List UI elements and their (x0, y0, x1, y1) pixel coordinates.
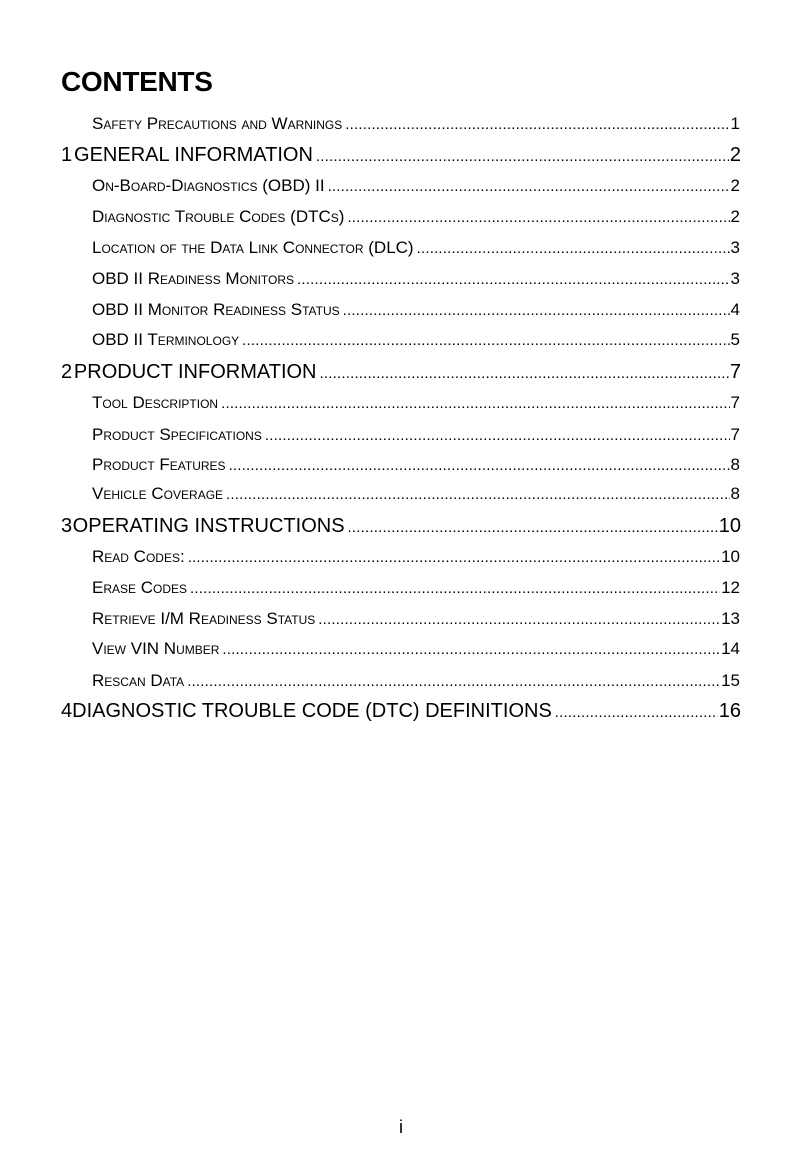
toc-entry[interactable] (92, 484, 740, 504)
toc-entry[interactable] (92, 269, 740, 289)
toc-entry-title: View VIN Number (92, 639, 220, 658)
toc-entry[interactable] (92, 330, 740, 350)
toc-entry-title: OBD II Monitor Readiness Status (92, 300, 340, 319)
page-number: i (399, 1117, 403, 1137)
toc-entry-page: 3 (730, 269, 740, 288)
toc-entry-title: On-Board-Diagnostics (OBD) II (92, 176, 325, 195)
dot-leader (318, 611, 720, 628)
toc-entry[interactable] (92, 455, 740, 475)
toc-entry[interactable] (92, 639, 740, 659)
toc-entry-title: Rescan Data (92, 671, 185, 690)
dot-leader (343, 302, 730, 319)
dot-leader (328, 178, 730, 195)
toc-entry-page: 15 (721, 671, 740, 690)
toc-entry-page: 2 (730, 207, 740, 226)
dot-leader (190, 580, 720, 597)
dot-leader (348, 519, 718, 536)
toc-entry-title: Location of the Data Link Connector (DLC) (92, 238, 414, 257)
toc-chapter[interactable] (61, 144, 741, 167)
dot-leader (222, 641, 720, 658)
toc-chapter-title: GENERAL INFORMATION (74, 144, 313, 166)
toc-entry[interactable] (92, 300, 740, 320)
toc-entry[interactable] (92, 207, 740, 227)
toc-entry-page: 4 (730, 300, 740, 319)
dot-leader (265, 427, 730, 444)
toc-entry[interactable] (92, 578, 740, 598)
toc-entry-page: 14 (721, 639, 740, 658)
toc-chapter-page: 10 (718, 515, 741, 537)
toc-entry-page: 10 (721, 547, 740, 566)
toc-chapter-title: OPERATING INSTRUCTIONS (72, 515, 345, 537)
toc-entry-page: 7 (730, 425, 740, 444)
toc-chapter-number: 2 (61, 361, 73, 383)
toc-entry[interactable] (92, 176, 740, 196)
toc-entry[interactable] (92, 425, 740, 445)
toc-entry-page: 8 (730, 484, 740, 503)
toc-chapter-page: 2 (729, 144, 741, 166)
dot-leader (417, 240, 730, 257)
toc-entry[interactable] (92, 671, 740, 691)
toc-entry-title: Diagnostic Trouble Codes (DTCs) (92, 207, 345, 226)
toc-entry-title: Retrieve I/M Readiness Status (92, 609, 316, 628)
toc-chapter-title: DIAGNOSTIC TROUBLE CODE (DTC) DEFINITIONS (72, 700, 552, 722)
dot-leader (226, 486, 729, 503)
toc-entry[interactable] (92, 114, 740, 134)
toc-entry-title: Safety Precautions and Warnings (92, 114, 343, 133)
toc-entry-title: Vehicle Coverage (92, 484, 224, 503)
toc-chapter-title: PRODUCT INFORMATION (73, 361, 317, 383)
dot-leader (229, 457, 730, 474)
toc-chapter-page: 7 (729, 361, 741, 383)
toc-entry-page: 8 (730, 455, 740, 474)
dot-leader (347, 209, 729, 226)
toc-chapter[interactable] (61, 361, 741, 384)
toc-entry-title: Product Specifications (92, 425, 262, 444)
toc-chapter-number: 3 (61, 515, 73, 537)
dot-leader (297, 271, 730, 288)
toc-entry-page: 13 (721, 609, 740, 628)
dot-leader (345, 116, 729, 133)
toc-chapter[interactable] (61, 700, 741, 723)
toc-entry-title: Read Codes: (92, 547, 185, 566)
toc-entry[interactable] (92, 238, 740, 258)
dot-leader (188, 549, 720, 566)
toc-entry-title: OBD II Terminology (92, 330, 240, 349)
dot-leader (242, 332, 729, 349)
toc-entry[interactable] (92, 393, 740, 413)
page-title: CONTENTS (61, 66, 213, 97)
dot-leader (187, 673, 720, 690)
toc-chapter-page: 16 (718, 700, 741, 722)
toc-entry-title: Erase Codes (92, 578, 188, 597)
toc-chapter-number: 1 (61, 144, 73, 166)
toc-entry[interactable] (92, 609, 740, 629)
toc-entry-title: Tool Description (92, 393, 219, 412)
dot-leader (555, 704, 718, 721)
toc-chapter[interactable] (61, 515, 741, 538)
toc-entry[interactable] (92, 547, 740, 567)
toc-entry-page: 5 (730, 330, 740, 349)
toc-entry-page: 7 (730, 393, 740, 412)
dot-leader (320, 365, 729, 382)
toc-entry-title: Product Features (92, 455, 226, 474)
toc-entry-page: 1 (730, 114, 740, 133)
toc-entry-page: 12 (721, 578, 740, 597)
toc-entry-title: OBD II Readiness Monitors (92, 269, 295, 288)
toc-chapter-number: 4 (61, 700, 73, 722)
toc-entry-page: 2 (730, 176, 740, 195)
dot-leader (221, 395, 729, 412)
toc-entry-page: 3 (730, 238, 740, 257)
dot-leader (316, 148, 729, 165)
